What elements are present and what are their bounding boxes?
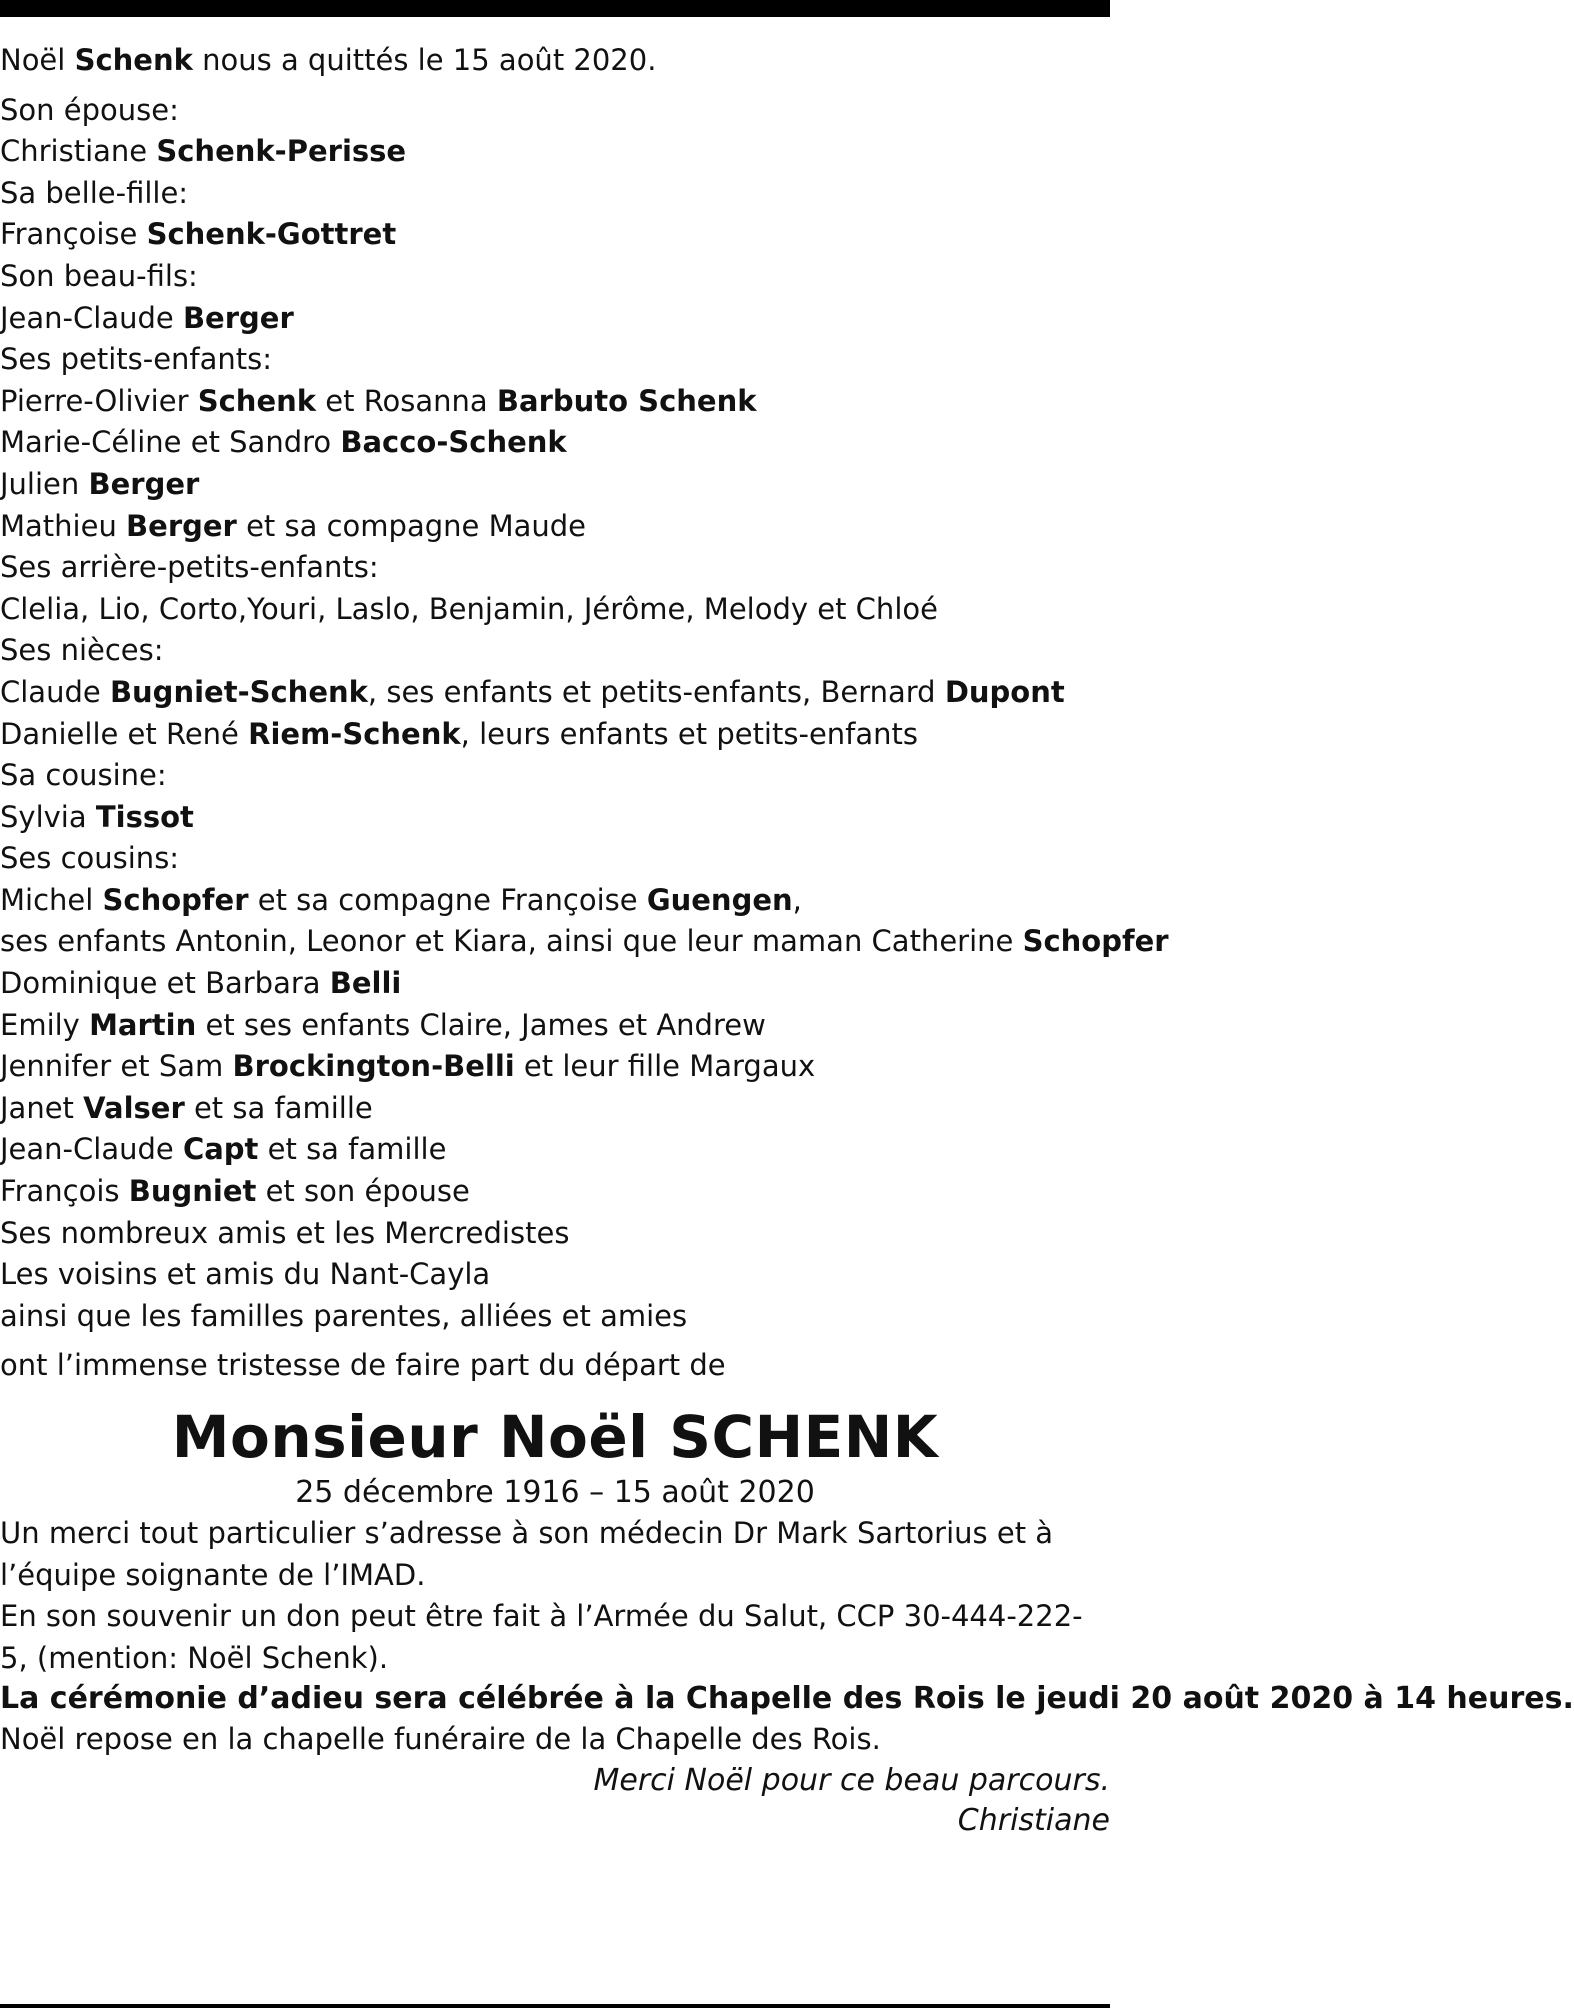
relative-text: Julien: [0, 466, 89, 501]
relative-line: [0, 1046, 1110, 1088]
relative-text: Françoise: [0, 217, 147, 252]
relative-text: Claude: [0, 674, 110, 709]
closing-line: ont l’immense tristesse de faire part du départ de: [0, 1348, 726, 1383]
relative-text: Pierre-Olivier: [0, 383, 198, 418]
relative-line: [0, 714, 1110, 756]
relatives-list: [0, 90, 1169, 1338]
relative-line: [0, 630, 1110, 672]
top-rule: [0, 0, 1110, 17]
relative-text: et Rosanna: [316, 383, 497, 418]
relative-text: Ses nièces:: [0, 633, 164, 668]
relative-line: [0, 339, 1110, 381]
signature-line-1: Merci Noël pour ce beau parcours.: [593, 1762, 1110, 1798]
relative-line: [0, 256, 1110, 298]
relative-text: Clelia, Lio, Corto,Youri, Laslo, Benjamin, Jérôme, Melody et Chloé: [0, 591, 938, 626]
relative-line: [0, 1088, 1110, 1130]
relative-surname: Belli: [329, 966, 402, 1001]
relative-line: [0, 1005, 1110, 1047]
relative-text: Son épouse:: [0, 92, 179, 127]
relative-text: et sa compagne Maude: [236, 508, 586, 543]
relative-text: , ses enfants et petits-enfants, Bernard: [367, 674, 945, 709]
relative-surname: Riem-Schenk: [248, 716, 461, 751]
relative-line: [0, 963, 1110, 1005]
relative-text: Ses cousins:: [0, 841, 180, 876]
intro-text-end: nous a quittés le 15 août 2020.: [192, 43, 657, 77]
relative-surname: Martin: [89, 1007, 197, 1042]
relative-line: [0, 838, 1110, 880]
relative-text: et sa famille: [184, 1090, 373, 1125]
relative-text: ainsi que les familles parentes, alliées et amies: [0, 1298, 688, 1333]
relative-line: [0, 506, 1110, 548]
relative-line: [0, 173, 1110, 215]
relative-line: [0, 755, 1110, 797]
relative-line: [0, 1129, 1110, 1171]
relative-text: Jean-Claude: [0, 300, 183, 335]
relative-line: [0, 1213, 1110, 1255]
relative-line: [0, 1296, 1110, 1338]
relative-surname: Guengen: [646, 882, 793, 917]
relative-surname: Bugniet-Schenk: [109, 674, 368, 709]
relative-surname: Dupont: [944, 674, 1065, 709]
signature-block: [0, 1761, 1110, 1841]
deceased-name: Monsieur Noël SCHENK: [171, 1403, 939, 1471]
relative-text: , leurs enfants et petits-enfants: [460, 716, 918, 751]
relative-line: [0, 921, 1169, 963]
relative-text: Christiane: [0, 134, 157, 169]
relative-surname: Valser: [83, 1090, 185, 1125]
relative-text: Dominique et Barbara: [0, 966, 330, 1001]
relative-line: [0, 90, 1110, 132]
relative-line: [0, 214, 1110, 256]
relative-surname: Berger: [126, 508, 237, 543]
relative-line: [0, 1254, 1110, 1296]
relative-text: Danielle et René: [0, 716, 249, 751]
relative-text: Janet: [0, 1090, 84, 1125]
relative-text: Marie-Céline et Sandro: [0, 425, 341, 460]
life-dates: 25 décembre 1916 – 15 août 2020: [295, 1475, 815, 1510]
relative-surname: Tissot: [95, 799, 194, 834]
relative-text: Les voisins et amis du Nant-Cayla: [0, 1257, 491, 1292]
donation-text: En son souvenir un don peut être fait à l’Armée du Salut, CCP 30-444-222-5, (mention: Noël Schenk).: [0, 1599, 1083, 1675]
relative-text: et ses enfants Claire, James et Andrew: [196, 1007, 766, 1042]
relative-text: Jean-Claude: [0, 1132, 183, 1167]
bottom-rule: [0, 2004, 1110, 2008]
relative-surname: Bacco-Schenk: [340, 425, 567, 460]
relative-line: [0, 131, 1110, 173]
relative-line: [0, 589, 1110, 631]
ceremony-notice: La cérémonie d’adieu sera célébrée à la Chapelle des Rois le jeudi 20 août 2020 à 14 heures.: [0, 1681, 1574, 1717]
relative-surname: Barbuto Schenk: [496, 383, 757, 418]
relative-text: Son beau-fils:: [0, 258, 198, 293]
obituary-notice: [0, 40, 1574, 1841]
relative-text: et leur fille Margaux: [514, 1049, 816, 1084]
relative-surname: Berger: [88, 466, 200, 501]
relative-surname: Schenk-Perisse: [156, 134, 407, 169]
relative-line: [0, 672, 1110, 714]
relative-text: et sa famille: [258, 1132, 447, 1167]
relative-text: Michel: [0, 882, 103, 917]
relative-text: Sa cousine:: [0, 758, 167, 793]
relative-text: Ses petits-enfants:: [0, 342, 273, 377]
donation-paragraph: [0, 1596, 1110, 1679]
relative-text: Emily: [0, 1007, 90, 1042]
relative-text: François: [0, 1174, 129, 1209]
intro-surname: Schenk: [74, 43, 193, 77]
relative-text: Mathieu: [0, 508, 127, 543]
relative-surname: Brockington-Belli: [232, 1049, 515, 1084]
relative-surname: Capt: [182, 1132, 259, 1167]
relative-text: et sa compagne Françoise: [248, 882, 647, 917]
relative-text: Ses nombreux amis et les Mercredistes: [0, 1215, 570, 1250]
thanks-text: Un merci tout particulier s’adresse à son médecin Dr Mark Sartorius et à l’équipe soignante de l’IMAD.: [0, 1516, 1054, 1592]
intro-line: [0, 40, 1110, 82]
relative-text: ses enfants Antonin, Leonor et Kiara, ainsi que leur maman Catherine: [0, 924, 1023, 959]
relative-text: Sa belle-fille:: [0, 175, 189, 210]
relative-line: [0, 797, 1110, 839]
relative-text: et son épouse: [256, 1174, 470, 1209]
relative-surname: Schopfer: [1022, 924, 1169, 959]
signature-line-2: Christiane: [957, 1802, 1110, 1838]
relative-line: [0, 464, 1110, 506]
relative-surname: Schenk-Gottret: [146, 217, 397, 252]
relative-line: [0, 422, 1110, 464]
resting-place-line: Noël repose en la chapelle funéraire de la Chapelle des Rois.: [0, 1722, 881, 1757]
relative-text: Jennifer et Sam: [0, 1049, 233, 1084]
intro-text: Noël: [0, 43, 75, 77]
relative-line: [0, 1171, 1110, 1213]
relative-surname: Bugniet: [128, 1174, 257, 1209]
relative-surname: Schenk: [197, 383, 317, 418]
relative-surname: Schopfer: [102, 882, 249, 917]
thanks-paragraph: [0, 1513, 1110, 1596]
relative-surname: Berger: [182, 300, 294, 335]
relative-line: [0, 880, 1110, 922]
relative-text: ,: [792, 882, 802, 917]
relative-text: Sylvia: [0, 799, 96, 834]
relative-line: [0, 547, 1110, 589]
relative-line: [0, 298, 1110, 340]
relative-line: [0, 381, 1110, 423]
relative-text: Ses arrière-petits-enfants:: [0, 550, 379, 585]
